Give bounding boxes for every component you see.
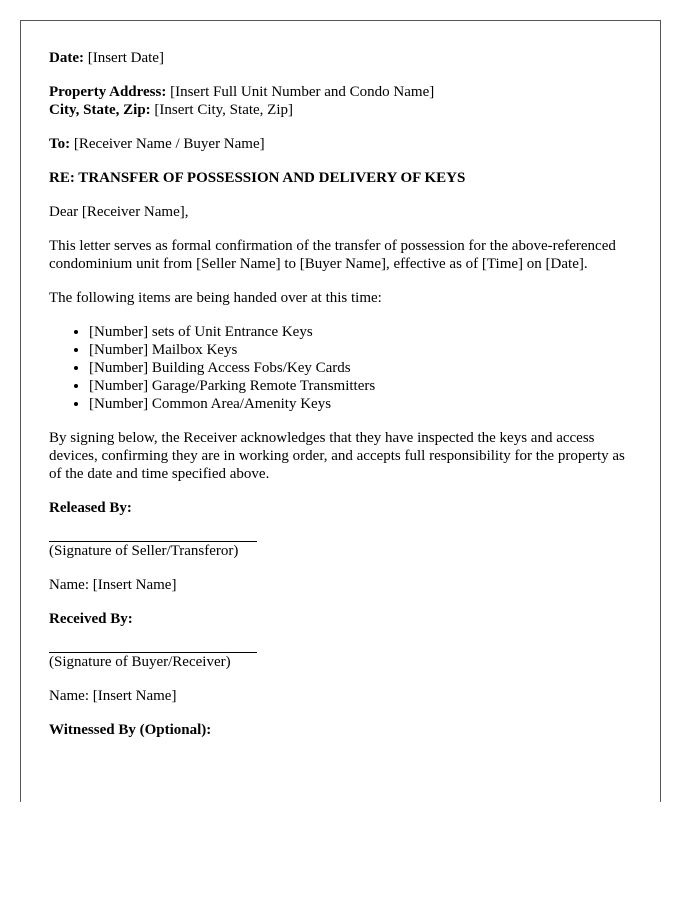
body-paragraph: This letter serves as formal confirmation of the transfer of possession for the above-referenced condominium unit from [Seller Name] to [Buyer Name], effective as of [Time] on [Date]. bbox=[49, 238, 616, 272]
address-block bbox=[49, 83, 639, 119]
seller-name-line: Name: [Insert Name] bbox=[49, 577, 177, 593]
date-label: Date: bbox=[49, 50, 84, 66]
city-state-zip-label: City, State, Zip: bbox=[49, 102, 151, 118]
to-label: To: bbox=[49, 136, 71, 152]
to-value: [Receiver Name / Buyer Name] bbox=[70, 136, 265, 152]
seller-signature-caption: (Signature of Seller/Transferor) bbox=[49, 543, 239, 559]
list-item: • [Number] sets of Unit Entrance Keys bbox=[89, 323, 639, 341]
handover-items-list bbox=[49, 323, 639, 413]
items-intro: The following items are being handed over at this time: bbox=[49, 290, 382, 306]
list-item: • [Number] Building Access Fobs/Key Cards bbox=[89, 359, 639, 377]
date-line bbox=[49, 49, 639, 67]
recipient-line bbox=[49, 135, 639, 153]
received-by-label: Received By: bbox=[49, 611, 133, 627]
buyer-signature-caption: (Signature of Buyer/Receiver) bbox=[49, 654, 231, 670]
subject-line: RE: TRANSFER OF POSSESSION AND DELIVERY OF KEYS bbox=[49, 170, 466, 186]
witnessed-by-label: Witnessed By (Optional): bbox=[49, 722, 212, 738]
property-address-value: [Insert Full Unit Number and Condo Name] bbox=[166, 84, 435, 100]
buyer-signature-block bbox=[49, 652, 639, 671]
list-item: • [Number] Mailbox Keys bbox=[89, 341, 639, 359]
released-by-label: Released By: bbox=[49, 500, 132, 516]
property-address-label: Property Address: bbox=[49, 84, 167, 100]
city-state-zip-value: [Insert City, State, Zip] bbox=[150, 102, 294, 118]
date-value: [Insert Date] bbox=[83, 50, 164, 66]
letter-page bbox=[20, 20, 661, 802]
seller-signature-block bbox=[49, 541, 639, 560]
list-item: • [Number] Garage/Parking Remote Transmitters bbox=[89, 377, 639, 395]
salutation: Dear [Receiver Name], bbox=[49, 204, 189, 220]
list-item: • [Number] Common Area/Amenity Keys bbox=[89, 395, 639, 413]
acknowledgement-paragraph: By signing below, the Receiver acknowledges that they have inspected the keys and access devices, confirming they are in working order, and accepts full responsibility for the property as of the date and time specified above. bbox=[49, 430, 625, 482]
buyer-name-line: Name: [Insert Name] bbox=[49, 688, 177, 704]
letter-content bbox=[49, 49, 639, 755]
